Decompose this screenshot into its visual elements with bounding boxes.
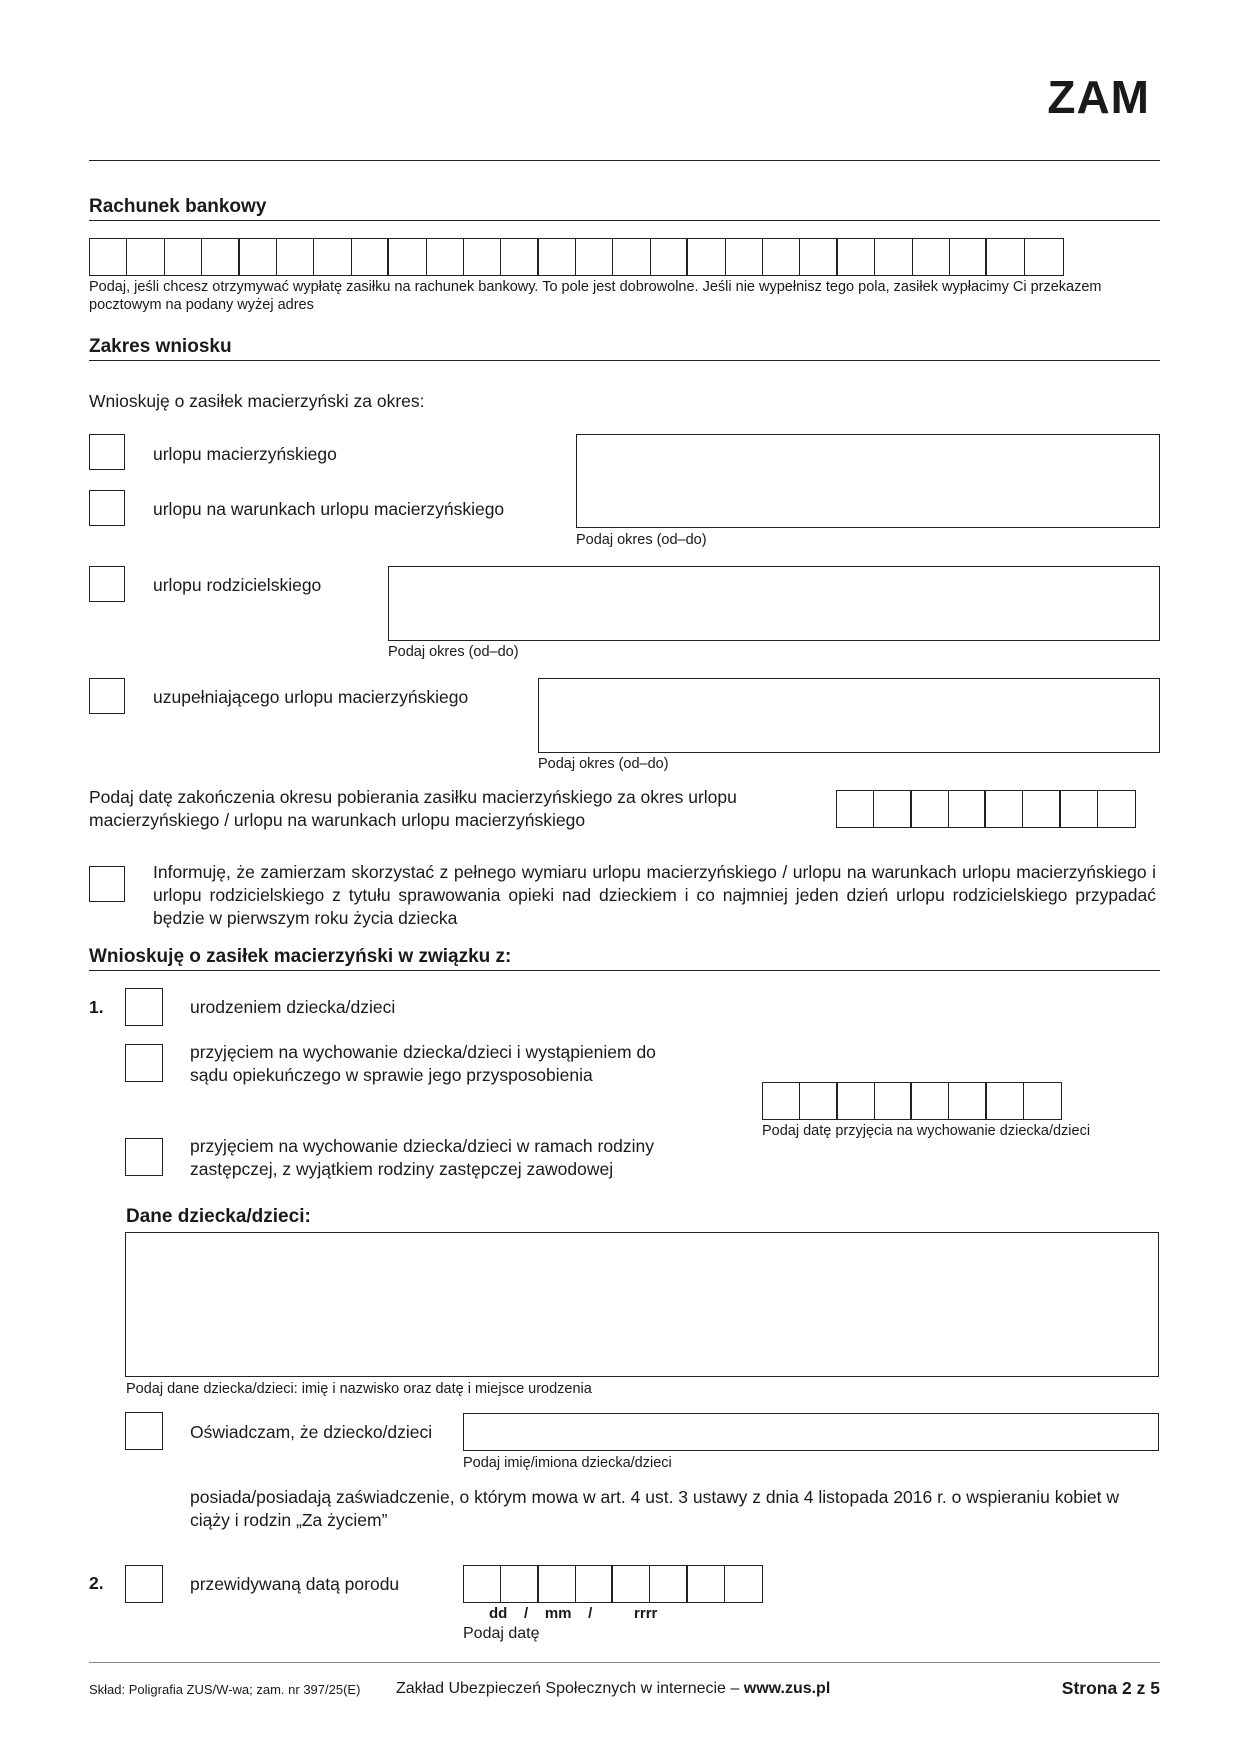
character-cell[interactable] (912, 1083, 949, 1119)
character-cell[interactable] (1061, 791, 1098, 827)
parental-leave-checkbox[interactable] (89, 566, 125, 602)
parental-leave-label: urlopu rodzicielskiego (153, 575, 322, 595)
certificate-text: posiada/posiadają zaświadczenie, o którym mowa w art. 4 ust. 3 ustawy z dnia 4 listopada 2016 r. o wspieraniu kobiet w ciąży i rodzin „Za życiem” (190, 1487, 1119, 1530)
period-hint: Podaj okres (od–do) (388, 644, 519, 660)
period-hint: Podaj okres (od–do) (576, 532, 707, 548)
footer-website-link[interactable]: www.zus.pl (743, 1680, 831, 1697)
form-code: ZAM (1047, 71, 1150, 123)
expected-birth-label: przewidywaną datą porodu (190, 1574, 400, 1594)
character-cell[interactable] (726, 239, 763, 275)
character-cell[interactable] (800, 1083, 837, 1119)
child-data-hint: Podaj dane dziecka/dzieci: imię i nazwisko oraz datę i miejsce urodzenia (126, 1381, 592, 1397)
reason-section-title: Wnioskuję o zasiłek macierzyński w związku z: (89, 946, 512, 967)
child-data-field[interactable] (125, 1232, 1159, 1377)
character-cell[interactable] (464, 239, 501, 275)
divider (89, 360, 1160, 361)
character-cell[interactable] (352, 239, 389, 275)
maternity-terms-leave-checkbox[interactable] (89, 490, 125, 526)
character-cell[interactable] (838, 1083, 875, 1119)
character-cell[interactable] (838, 239, 875, 275)
character-cell[interactable] (913, 239, 950, 275)
child-data-title: Dane dziecka/dzieci: (126, 1206, 311, 1227)
character-cell[interactable] (613, 1566, 650, 1602)
character-cell[interactable] (986, 791, 1023, 827)
divider (89, 160, 1160, 161)
character-cell[interactable] (688, 239, 725, 275)
character-cell[interactable] (763, 1083, 800, 1119)
date-hint: Podaj datę (463, 1625, 540, 1642)
scope-intro: Wnioskuję o zasiłek macierzyński za okres: (89, 391, 425, 411)
character-cell[interactable] (688, 1566, 725, 1602)
character-cell[interactable] (800, 239, 837, 275)
character-cell[interactable] (613, 239, 650, 275)
character-cell[interactable] (539, 239, 576, 275)
divider (89, 220, 1160, 221)
birth-checkbox[interactable] (125, 988, 163, 1026)
character-cell[interactable] (651, 239, 688, 275)
item-number-2: 2. (89, 1573, 104, 1593)
character-cell[interactable] (949, 1083, 986, 1119)
character-cell[interactable] (763, 239, 800, 275)
parental-period-field[interactable] (388, 566, 1160, 641)
character-cell[interactable] (987, 1083, 1024, 1119)
character-cell[interactable] (1025, 239, 1062, 275)
character-cell[interactable] (837, 791, 874, 827)
full-leave-inform-text: Informuję, że zamierzam skorzystać z pełnego wymiaru urlopu macierzyńskiego / urlopu na warunkach urlopu macierzyńskiego i urlopu rodzicielskiego z tytułu sprawowania opieki nad dzieckiem i co najmniej jeden dzień urlopu rodzicielskiego przypadać będzie w pierwszym roku życia dziecka (153, 862, 1156, 928)
end-date-input[interactable] (836, 790, 1136, 828)
declare-certificate-checkbox[interactable] (125, 1412, 163, 1450)
character-cell[interactable] (314, 239, 351, 275)
bank-account-input[interactable] (89, 238, 1064, 276)
birth-label: urodzeniem dziecka/dzieci (190, 997, 396, 1017)
character-cell[interactable] (875, 239, 912, 275)
expected-birth-checkbox[interactable] (125, 1565, 163, 1603)
maternity-terms-leave-label: urlopu na warunkach urlopu macierzyńskiego (153, 499, 505, 519)
foster-checkbox[interactable] (125, 1138, 163, 1176)
character-cell[interactable] (90, 239, 127, 275)
character-cell[interactable] (464, 1566, 501, 1602)
character-cell[interactable] (127, 239, 164, 275)
adoption-checkbox[interactable] (125, 1044, 163, 1082)
character-cell[interactable] (240, 239, 277, 275)
adoption-date-input[interactable] (762, 1082, 1062, 1120)
character-cell[interactable] (501, 239, 538, 275)
maternity-leave-checkbox[interactable] (89, 434, 125, 470)
character-cell[interactable] (1024, 1083, 1061, 1119)
maternity-period-field[interactable] (576, 434, 1160, 528)
character-cell[interactable] (874, 791, 911, 827)
expected-birth-date-input[interactable] (463, 1565, 763, 1603)
date-format-label: dd / mm / rrrr (489, 1605, 658, 1622)
foster-label: przyjęciem na wychowanie dziecka/dzieci w ramach rodziny zastępczej, z wyjątkiem rodziny zastępczej zawodowej (190, 1136, 654, 1179)
character-cell[interactable] (576, 1566, 613, 1602)
footer-website-text: Zakład Ubezpieczeń Społecznych w internecie – (396, 1680, 744, 1697)
maternity-leave-label: urlopu macierzyńskiego (153, 444, 337, 464)
period-hint: Podaj okres (od–do) (538, 756, 669, 772)
end-date-label: Podaj datę zakończenia okresu pobierania zasiłku macierzyńskiego za okres urlopu macierzyńskiego / urlopu na warunkach urlopu macierzyńskiego (89, 787, 737, 830)
supplementary-period-field[interactable] (538, 678, 1160, 753)
declare-label: Oświadczam, że dziecko/dzieci (190, 1422, 433, 1442)
character-cell[interactable] (1098, 791, 1135, 827)
divider (89, 970, 1160, 971)
character-cell[interactable] (165, 239, 202, 275)
character-cell[interactable] (539, 1566, 576, 1602)
full-leave-inform-checkbox[interactable] (89, 866, 125, 902)
character-cell[interactable] (650, 1566, 687, 1602)
adoption-date-hint: Podaj datę przyjęcia na wychowanie dziecka/dzieci (762, 1123, 1091, 1139)
character-cell[interactable] (277, 239, 314, 275)
character-cell[interactable] (389, 239, 426, 275)
bank-hint: Podaj, jeśli chcesz otrzymywać wypłatę zasiłku na rachunek bankowy. To pole jest dobrowolne. Jeśli nie wypełnisz tego pola, zasiłek wypłacimy Ci przekazem pocztowym na podany wyżej adres (89, 279, 1102, 313)
character-cell[interactable] (950, 239, 987, 275)
bank-section-title: Rachunek bankowy (89, 196, 267, 217)
supplementary-leave-checkbox[interactable] (89, 678, 125, 714)
footer-divider (89, 1662, 1160, 1663)
character-cell[interactable] (202, 239, 239, 275)
character-cell[interactable] (725, 1566, 762, 1602)
character-cell[interactable] (427, 239, 464, 275)
footer-print-info: Skład: Poligrafia ZUS/W-wa; zam. nr 397/25(E) (89, 1682, 361, 1697)
character-cell[interactable] (576, 239, 613, 275)
child-names-field[interactable] (463, 1413, 1159, 1451)
character-cell[interactable] (875, 1083, 912, 1119)
character-cell[interactable] (501, 1566, 538, 1602)
character-cell[interactable] (949, 791, 986, 827)
item-number-1: 1. (89, 997, 104, 1017)
supplementary-leave-label: uzupełniającego urlopu macierzyńskiego (153, 687, 469, 707)
scope-section-title: Zakres wniosku (89, 336, 232, 357)
character-cell[interactable] (1023, 791, 1060, 827)
page-number: Strona 2 z 5 (1061, 1678, 1160, 1698)
character-cell[interactable] (912, 791, 949, 827)
footer-website (396, 1680, 830, 1698)
adoption-label: przyjęciem na wychowanie dziecka/dzieci i wystąpieniem do sądu opiekuńczego w sprawie jego przysposobienia (190, 1042, 656, 1085)
child-names-hint: Podaj imię/imiona dziecka/dzieci (463, 1455, 672, 1471)
character-cell[interactable] (987, 239, 1024, 275)
